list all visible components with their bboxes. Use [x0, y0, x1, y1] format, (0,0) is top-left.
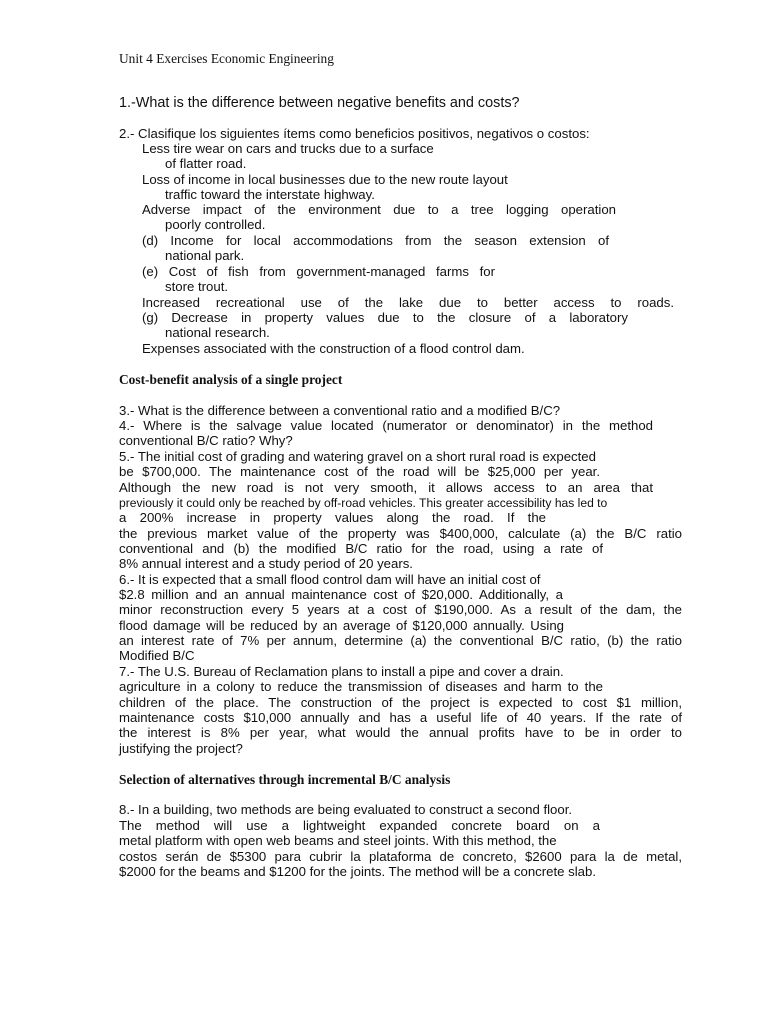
exercise-line: be $700,000. The maintenance cost of the road will be $25,000 per year.	[119, 464, 600, 479]
exercise-line: 5.- The initial cost of grading and watering gravel on a short rural road is expected	[119, 449, 596, 464]
q2-item-line: national park.	[165, 248, 245, 263]
exercise-line: the previous market value of the property was $400,000, calculate (a) the B/C ratio	[119, 526, 682, 541]
q2-item-line: Less tire wear on cars and trucks due to a surface	[142, 141, 434, 156]
q2-item-line: Increased recreational use of the lake due to better access to roads.	[142, 295, 674, 310]
q2-item-line: Expenses associated with the construction of a flood control dam.	[142, 341, 525, 356]
exercise-line: conventional B/C ratio? Why?	[119, 433, 293, 448]
exercise-line: Although the new road is not very smooth, it allows access to an area that	[119, 480, 653, 495]
exercise-line: a 200% increase in property values along the road. If the	[119, 510, 546, 525]
exercise-line: 3.- What is the difference between a conventional ratio and a modified B/C?	[119, 403, 561, 418]
q2-item-line: traffic toward the interstate highway.	[165, 187, 375, 202]
exercise-line: previously it could only be reached by off-road vehicles. This greater accessibility has led to	[119, 496, 608, 510]
exercise-line: conventional and (b) the modified B/C ratio for the road, using a rate of	[119, 541, 603, 556]
q2-item-line: Loss of income in local businesses due to the new route layout	[142, 172, 508, 187]
q2-item-line: (d) Income for local accommodations from the season extension of	[142, 233, 609, 248]
exercise-line: an interest rate of 7% per annum, determine (a) the conventional B/C ratio, (b) the ratio	[119, 633, 682, 648]
q2-item-line: poorly controlled.	[165, 217, 266, 232]
q2-item-line: national research.	[165, 325, 270, 340]
exercise-line: $2.8 million and an annual maintenance cost of $20,000. Additionally, a	[119, 587, 563, 602]
exercise-line: agriculture in a colony to reduce the transmission of diseases and harm to the	[119, 679, 603, 694]
exercise-line: children of the place. The construction of the project is expected to cost $1 million,	[119, 695, 682, 710]
exercise-line: metal platform with open web beams and steel joints. With this method, the	[119, 833, 557, 848]
q2-item-line: store trout.	[165, 279, 229, 294]
exercise-line: costos serán de $5300 para cubrir la plataforma de concreto, $2600 para la de metal,	[119, 849, 682, 864]
document-title: Unit 4 Exercises Economic Engineering	[119, 51, 334, 66]
exercise-line: 8% annual interest and a study period of 20 years.	[119, 556, 413, 571]
exercise-line: 8.- In a building, two methods are being evaluated to construct a second floor.	[119, 802, 573, 817]
exercise-line: 7.- The U.S. Bureau of Reclamation plans to install a pipe and cover a drain.	[119, 664, 564, 679]
section-heading-incremental-bc: Selection of alternatives through incremental B/C analysis	[119, 772, 451, 787]
exercise-line: minor reconstruction every 5 years at a cost of $190,000. As a result of the dam, the	[119, 602, 682, 617]
q2-item-line: (g) Decrease in property values due to the closure of a laboratory	[142, 310, 628, 325]
exercise-line: maintenance costs $10,000 annually and has a useful life of 40 years. If the rate of	[119, 710, 682, 725]
exercise-line: The method will use a lightweight expanded concrete board on a	[119, 818, 600, 833]
exercise-line: the interest is 8% per year, what would the annual profits have to be in order to	[119, 725, 682, 740]
question-2-intro: 2.- Clasifique los siguientes ítems como beneficios positivos, negativos o costos:	[119, 126, 590, 141]
section-heading-single-project: Cost-benefit analysis of a single project	[119, 372, 343, 387]
q2-item-line: Adverse impact of the environment due to a tree logging operation	[142, 202, 616, 217]
q2-item-line: (e) Cost of fish from government-managed farms for	[142, 264, 495, 279]
exercise-line: $2000 for the beams and $1200 for the joints. The method will be a concrete slab.	[119, 864, 597, 879]
exercise-line: Modified B/C	[119, 648, 195, 663]
q2-item-line: of flatter road.	[165, 156, 247, 171]
exercise-line: flood damage will be reduced by an average of $120,000 annually. Using	[119, 618, 564, 633]
question-1: 1.-What is the difference between negative benefits and costs?	[119, 95, 520, 111]
exercise-line: 6.- It is expected that a small flood control dam will have an initial cost of	[119, 572, 541, 587]
exercise-line: justifying the project?	[119, 741, 243, 756]
exercise-line: 4.- Where is the salvage value located (numerator or denominator) in the method	[119, 418, 653, 433]
